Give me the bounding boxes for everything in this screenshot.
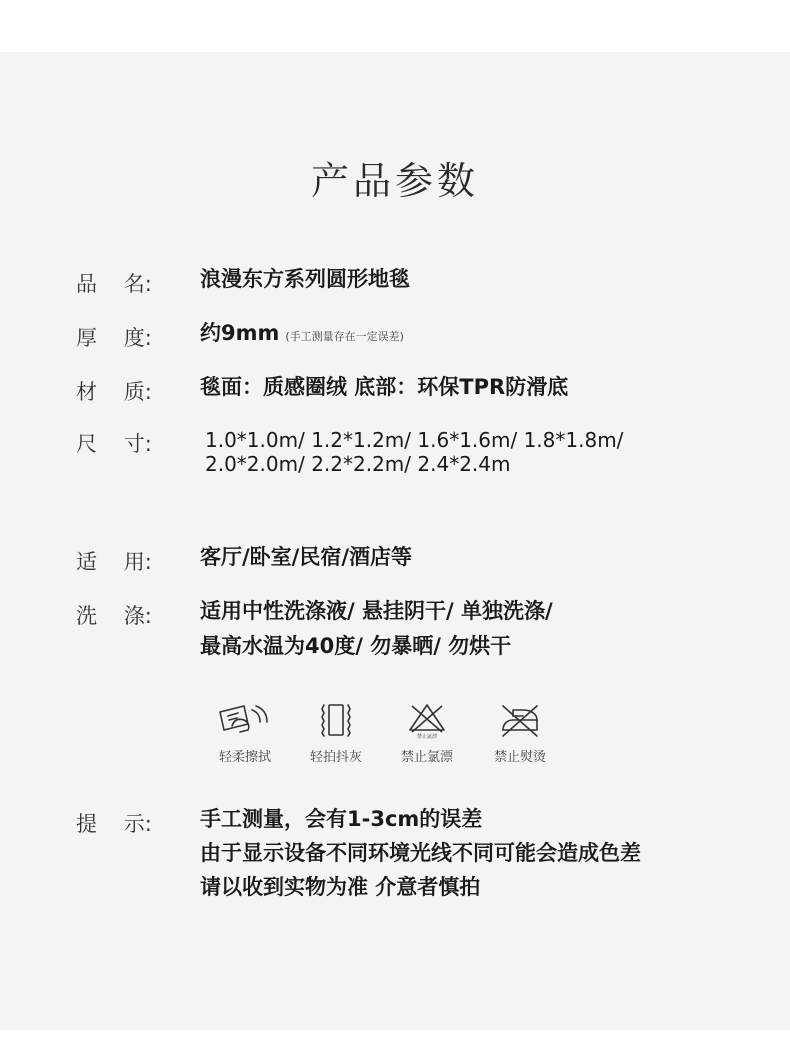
spec-value: 客厅/卧室/民宿/酒店等 [200, 545, 413, 569]
spec-value-line1: 适用中性洗涤液/ 悬挂阴干/ 单独洗涤/ [200, 599, 553, 623]
spec-label: 厚 度: [76, 326, 152, 350]
spec-value-line1: 手工测量，会有1-3cm的误差 [200, 807, 483, 831]
care-no-bleach [387, 700, 467, 765]
spec-value-line3: 请以收到实物为准 介意者慎拍 [200, 875, 481, 899]
spec-label: 品 名: [76, 272, 152, 296]
spec-label: 尺 寸: [76, 432, 152, 456]
spec-value: 浪漫东方系列圆形地毯 [200, 267, 410, 291]
wipe-icon [214, 700, 276, 740]
thickness-note: (手工测量存在一定误差) [285, 330, 404, 343]
spec-value-line2: 由于显示设备不同环境光线不同可能会造成色差 [200, 841, 641, 865]
care-pat-dust [296, 700, 376, 765]
page-title: 产品参数 [310, 159, 479, 203]
spec-value: 毯面：质感圈绒 底部：环保TPR防滑底 [200, 375, 569, 399]
care-no-iron [480, 700, 560, 765]
spec-value-line2: 2.0*2.0m/ 2.2*2.2m/ 2.4*2.4m [205, 452, 511, 476]
thickness-value: 约9mm [200, 321, 280, 345]
no-iron-icon [497, 700, 543, 740]
pat-dust-icon [316, 700, 356, 740]
no-bleach-icon-text: 禁止氯漂 [416, 734, 438, 740]
care-caption: 禁止氯漂 [400, 750, 453, 765]
care-caption: 轻柔擦拭 [218, 750, 271, 765]
spec-label: 适 用: [76, 550, 152, 574]
spec-value [200, 314, 404, 356]
spec-value-line2: 最高水温为40度/ 勿暴晒/ 勿烘干 [200, 634, 512, 658]
spec-label: 提 示: [76, 812, 152, 836]
no-bleach-icon [404, 700, 450, 740]
care-caption: 禁止熨烫 [493, 750, 546, 765]
care-wipe [205, 700, 285, 765]
spec-label: 材 质: [76, 380, 152, 404]
spec-label: 洗 涤: [76, 604, 152, 628]
care-caption: 轻拍抖灰 [309, 750, 362, 765]
spec-value-line1: 1.0*1.0m/ 1.2*1.2m/ 1.6*1.6m/ 1.8*1.8m/ [205, 428, 624, 452]
